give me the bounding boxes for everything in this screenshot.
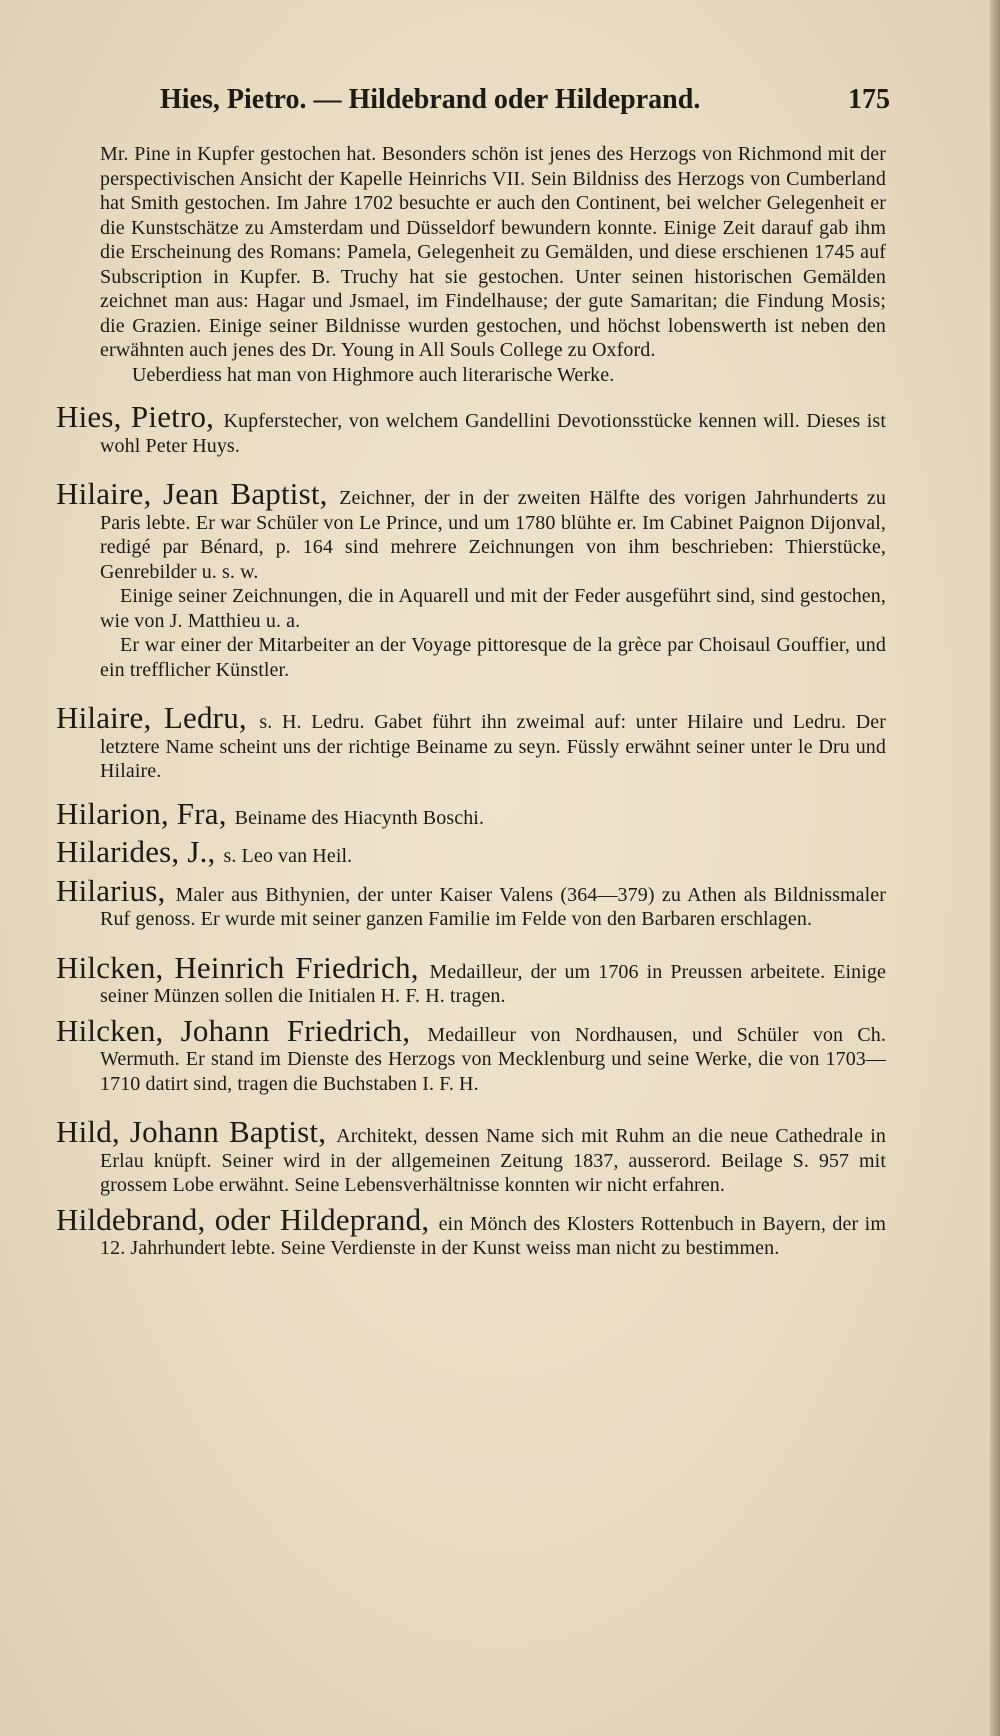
entry-hild-johann-baptist (56, 1114, 886, 1198)
entry-text: ein Mönch des Klosters Rottenbuch in Bayern, der im 12. Jahrhundert lebte. Seine Verdienste in der Kunst weiss man nicht zu bestimmen. (100, 1212, 886, 1259)
entry-hies-pietro (56, 399, 886, 458)
entry-subparagraph: Einige seiner Zeichnungen, die in Aquarell und mit der Feder ausgeführt sind, sind gestochen, wie von J. Matthieu u. a. (100, 585, 886, 632)
entry-heading: Hilarius, (56, 872, 176, 908)
entry-hilarides (56, 834, 886, 869)
continuation-paragraph: Mr. Pine in Kupfer gestochen hat. Besonders schön ist jenes des Herzogs von Richmond mit der perspectivischen Ansicht der Kapelle Heinrichs VII. Sein Bildniss des Herzogs von Cumberland hat Smith gestochen. Im Jahre 1702 besuchte er auch den Continent, bei welcher Gelegenheit er die Kunstschätze zu Amsterdam und Düsseldorf bewundern konnte. Einige Zeit darauf gab ihm die Erscheinung des Romans: Pamela, Gelegenheit zu Gemälden, und diese erschienen 1745 auf Subscription in Kupfer. B. Truchy hat sie gestochen. Unter seinen historischen Gemälden zeichnet man aus: Hagar und Jsmael, im Findelhause; der gute Samaritan; die Findung Mosis; die Grazien. Einige seiner Bildnisse wurden gestochen, und höchst lobenswerth ist neben den erwähnten auch jenes des Dr. Young in All Souls College zu Oxford. (100, 143, 886, 361)
entry-heading: Hilcken, Heinrich Friedrich, (56, 949, 430, 985)
entry-heading: Hildebrand, oder Hildeprand, (56, 1201, 439, 1237)
entry-heading: Hilaire, Ledru, (56, 700, 260, 735)
entry-hilarius (56, 872, 887, 932)
running-header (150, 84, 890, 124)
entry-heading: Hies, Pietro, (56, 399, 224, 434)
entry-heading: Hilaire, Jean Baptist, (56, 476, 340, 511)
entry-text: Beiname des Hiacynth Boschi. (234, 806, 485, 829)
continuation-extra: Ueberdiess hat man von Highmore auch literarische Werke. (132, 363, 615, 386)
entry-hilcken-johann-friedrich (56, 1012, 886, 1097)
entry-hilcken-heinrich-friedrich (56, 949, 886, 1009)
page-edge (990, 0, 1000, 1736)
running-title: Hies, Pietro. — Hildebrand oder Hildeprand. (160, 84, 701, 115)
entry-text: Medailleur, der um 1706 in Preussen arbeitete. Einige seiner Münzen sollen die Initialen H. F. H. tragen. (100, 960, 886, 1007)
entry-heading: Hilcken, Johann Friedrich, (56, 1012, 428, 1048)
entry-text: Maler aus Bithynien, der unter Kaiser Valens (364—379) zu Athen als Bildnissmaler Ruf genoss. Er wurde mit seiner ganzen Familie im Felde von den Barbaren erschlagen. (100, 883, 887, 930)
entry-text: Medailleur von Nordhausen, und Schüler von Ch. Wermuth. Er stand im Dienste des Herzogs von Mecklenburg und seine Werke, die von 1703—1710 datirt sind, tragen die Buchstaben I. F. H. (100, 1023, 886, 1095)
entry-text: s. H. Ledru. Gabet führt ihn zweimal auf: unter Hilaire und Ledru. Der letztere Name scheint uns der richtige Beiname zu seyn. Füssly erwähnt seiner unter le Dru und Hilaire. (100, 711, 886, 782)
entry-hildebrand (56, 1201, 886, 1261)
entry-text: Architekt, dessen Name sich mit Ruhm an die neue Cathedrale in Erlau knüpft. Seiner wird in der allgemeinen Zeitung 1837, ausserord. Beilage S. 957 mit grossem Lobe erwähnt. Seine Lebensverhältnisse konnten wir nicht erfahren. (100, 1125, 886, 1196)
entry-subparagraph: Er war einer der Mitarbeiter an der Voyage pittoresque de la grèce par Choisaul Gouffier, und ein trefflicher Künstler. (100, 634, 886, 681)
entry-heading: Hilarion, Fra, (56, 795, 235, 831)
entry-heading: Hild, Johann Baptist, (56, 1114, 337, 1149)
page-number: 175 (848, 84, 890, 115)
entry-hilarion-fra (56, 795, 886, 831)
entry-text: Zeichner, der in der zweiten Hälfte des vorigen Jahrhunderts zu Paris lebte. Er war Schüler von Le Prince, und um 1780 blühte er. Im Cabinet Paignon Dijonval, redigé par Bénard, p. 164 sind mehrere Zeichnungen von ihm beschrieben: Thierstücke, Genrebilder u. s. w. (100, 487, 887, 583)
entry-heading: Hilarides, J., (56, 834, 224, 869)
page-body (56, 142, 886, 1261)
entry-hilaire-ledru (56, 700, 886, 784)
entry-text: s. Leo van Heil. (223, 845, 353, 867)
entry-hilaire-jean-baptist (56, 476, 887, 584)
entry-text: Kupferstecher, von welchem Gandellini Devotionsstücke kennen will. Dieses ist wohl Peter Huys. (100, 410, 886, 457)
